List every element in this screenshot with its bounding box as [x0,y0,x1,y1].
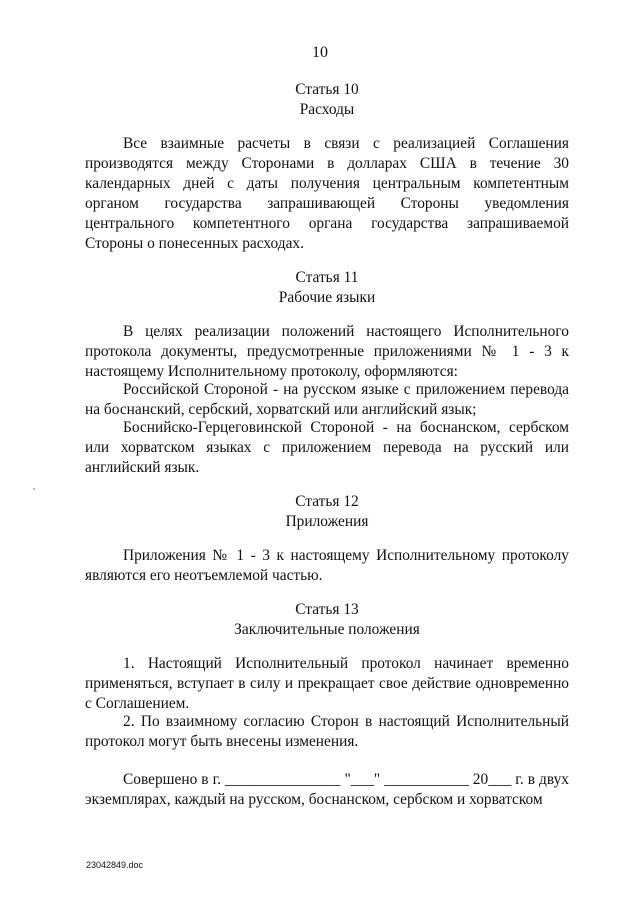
page-number: 10 [312,44,328,61]
article-11-heading: Статья 11 [295,269,359,286]
article-10-title: Расходы [299,101,355,118]
article-12-paragraph: Приложения № 1 - 3 к настоящему Исполнительному протоколу являются его неотъемлемой частью. [85,547,569,584]
article-12-title: Приложения [285,513,369,530]
article-10-heading: Статья 10 [295,81,359,98]
article-13-paragraph-1: 1. Настоящий Исполнительный протокол начинает временно применяться, вступает в силу и прекращает свое действие одновременно с Соглашением. [85,655,569,712]
article-11-paragraph-3: Боснийско-Герцеговинской Стороной - на боснанском, сербском или хорватском языках с приложением перевода на русский или английский язык. [85,419,569,476]
article-13-paragraph-2: 2. По взаимному согласию Сторон в настоящий Исполнительный протокол могут быть внесены изменения. [85,713,569,750]
article-10-paragraph: Все взаимные расчеты в связи с реализацией Соглашения производятся между Сторонами в долларах США в течение 30 календарных дней с даты получения центральным компетентным органом государства запрашивающей Стороны уведомления центрального компетентного органа государства запрашиваемой Стороны о понесенных расходах. [85,135,569,252]
article-11-title: Рабочие языки [278,289,376,306]
article-11-paragraph-1: В целях реализации положений настоящего Исполнительного протокола документы, предусмотренные приложениями № 1 - 3 к настоящему Исполнительному протоколу, оформляются: [85,323,569,380]
article-13-heading: Статья 13 [295,601,359,618]
article-13-title: Заключительные положения [234,621,420,638]
article-12-heading: Статья 12 [295,493,359,510]
footer-filename: 23042849.doc [86,860,144,870]
closing-paragraph: Совершено в г. _______________ "___" ___________ 20___ г. в двух экземплярах, каждый на русском, боснанском, сербском и хорватском [85,771,569,808]
scan-speck [33,488,35,490]
article-11-paragraph-2: Российской Стороной - на русском языке с приложением перевода на боснанский, сербский, хорватский или английский язык; [85,381,569,418]
